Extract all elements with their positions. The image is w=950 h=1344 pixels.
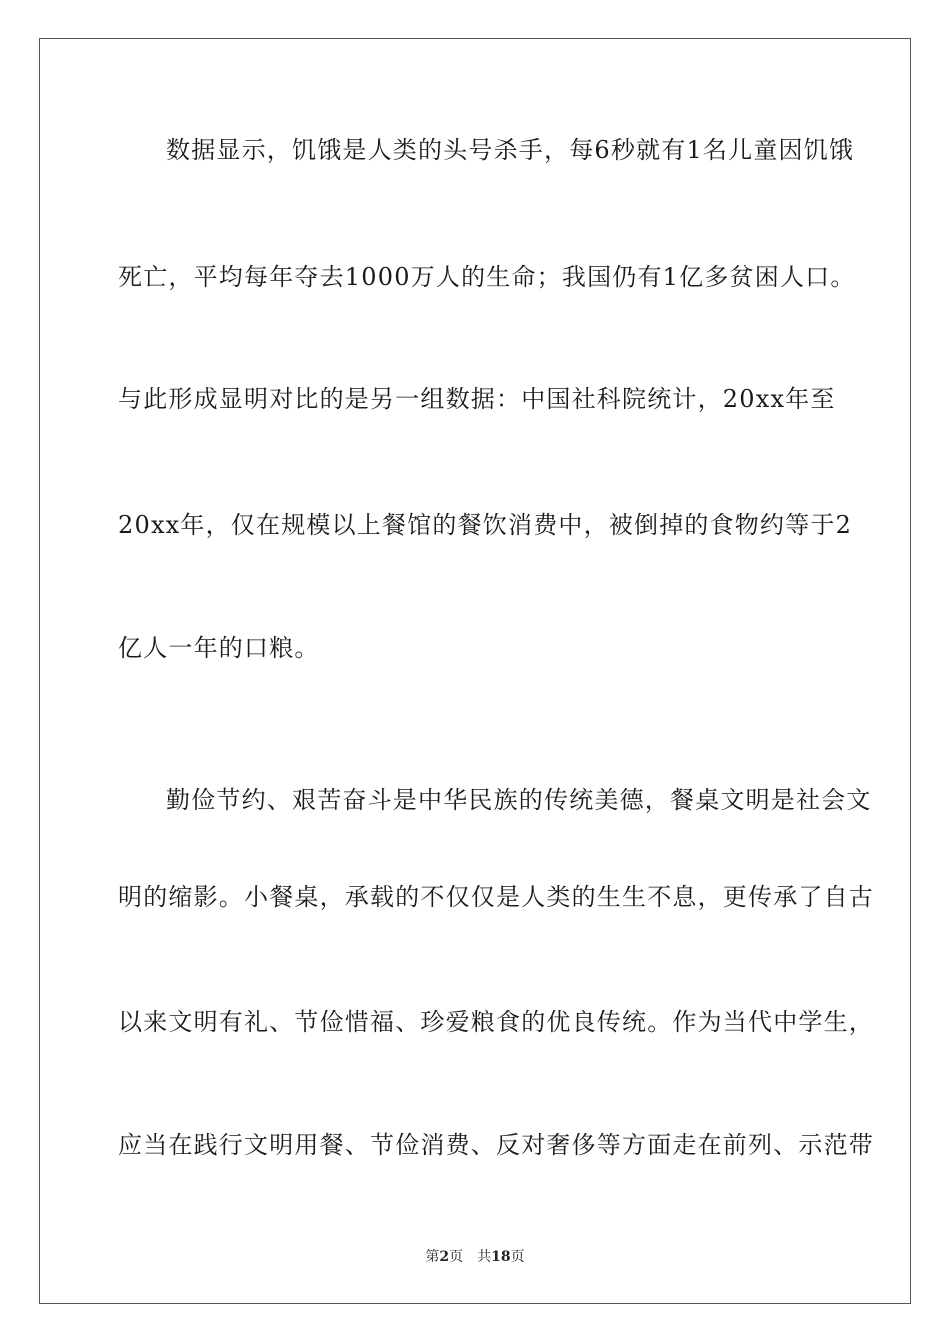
page-border	[39, 38, 911, 1304]
page-prefix: 第	[425, 1249, 440, 1265]
paragraph-1-line-2: 死亡，平均每年夺去1000万人的生命；我国仍有1亿多贫困人口。	[118, 263, 856, 291]
page-number: 2	[439, 1249, 450, 1265]
paragraph-1-line-1: 数据显示，饥饿是人类的头号杀手，每6秒就有1名儿童因饥饿	[166, 136, 855, 164]
paragraph-1-line-5: 亿人一年的口粮。	[118, 634, 320, 662]
paragraph-1-line-3: 与此形成显明对比的是另一组数据：中国社科院统计，20xx年至	[118, 385, 836, 413]
paragraph-1-line-4: 20xx年，仅在规模以上餐馆的餐饮消费中，被倒掉的食物约等于2	[118, 511, 853, 539]
total-pages: 18	[491, 1249, 511, 1265]
paragraph-2-line-2: 明的缩影。小餐桌，承载的不仅仅是人类的生生不息，更传承了自古	[118, 883, 874, 911]
page-footer	[0, 1248, 950, 1266]
total-prefix: 共	[477, 1249, 492, 1265]
paragraph-2-line-4: 应当在践行文明用餐、节俭消费、反对奢侈等方面走在前列、示范带	[118, 1131, 874, 1159]
paragraph-2-line-1: 勤俭节约、艰苦奋斗是中华民族的传统美德，餐桌文明是社会文	[166, 786, 872, 814]
paragraph-2-line-3: 以来文明有礼、节俭惜福、珍爱粮食的优良传统。作为当代中学生，	[118, 1008, 874, 1036]
total-suffix: 页	[510, 1249, 525, 1265]
page-suffix: 页	[449, 1249, 464, 1265]
